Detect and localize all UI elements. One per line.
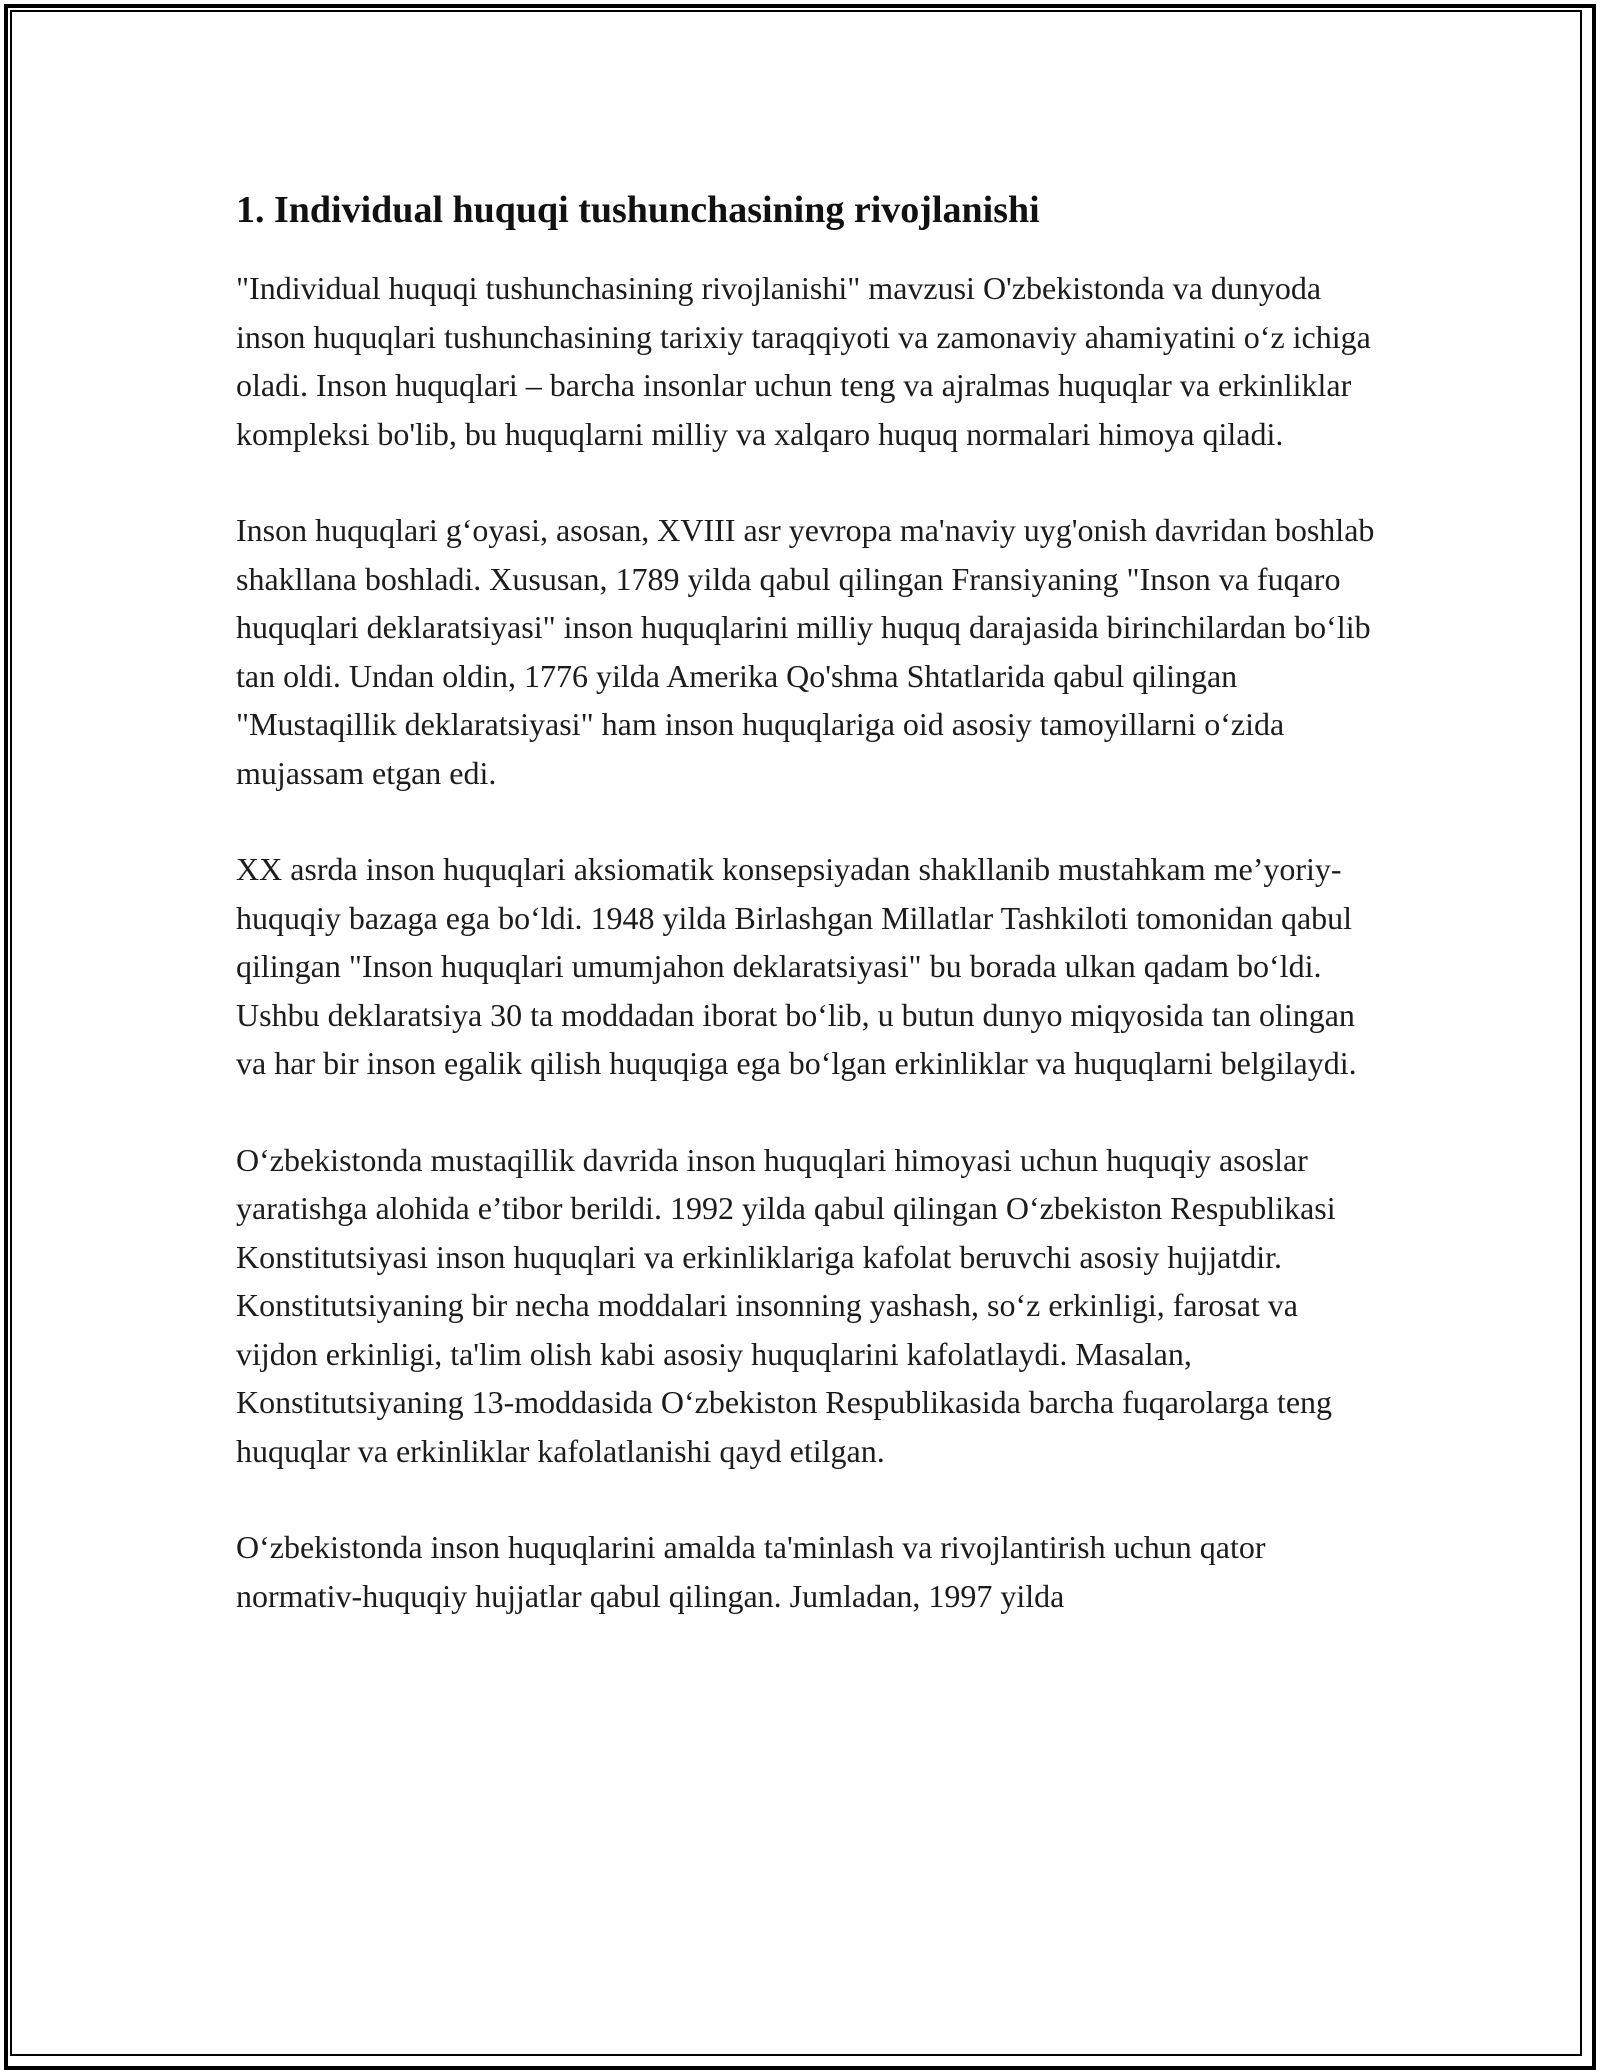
paragraph-uzbekistan-constitution: O‘zbekistonda mustaqillik davrida inson huquqlari himoyasi uchun huquqiy asoslar yaratishga alohida e’tibor berildi. 1992 yilda qabul qilingan O‘zbekiston Respublikasi Konstitutsiyasi inson huquqlari va erkinliklariga kafolat beruvchi asosiy hujjatdir. Konstitutsiyaning bir necha moddalari insonning yashash, so‘z erkinligi, farosat va vijdon erkinligi, ta'lim olish kabi asosiy huquqlarini kafolatlaydi. Masalan, Konstitutsiyaning 13-moddasida O‘zbekiston Respublikasida barcha fuqarolarga teng huquqlar va erkinliklar kafolatlanishi qayd etilgan. (236, 1141, 1336, 1469)
section-heading: 1. Individual huquqi tushunchasining rivojlanishi (236, 189, 1040, 231)
paragraph-20th-century: XX asrda inson huquqlari aksiomatik konsepsiyadan shakllanib mustahkam me’yoriy-huquqiy bazaga ega bo‘ldi. 1948 yilda Birlashgan Millatlar Tashkiloti tomonidan qabul qilingan "Inson huquqlari umumjahon deklaratsiyasi" bu borada ulkan qadam bo‘ldi. Ushbu deklaratsiya 30 ta moddadan iborat bo‘lib, u butun dunyo miqyosida tan olingan va har bir inson egalik qilish huquqiga ega bo‘lgan erkinliklar va huquqlarni belgilaydi. (236, 851, 1357, 1081)
paragraph-intro: "Individual huquqi tushunchasining rivojlanishi" mavzusi O'zbekistonda va dunyoda inson huquqlari tushunchasining tarixiy taraqqiyoti va zamonaviy ahamiyatini o‘z ichiga oladi. Inson huquqlari – barcha insonlar uchun teng va ajralmas huquqlar va erkinliklar kompleksi bo'lib, bu huquqlarni milliy va xalqaro huquq normalari himoya qiladi. (236, 270, 1371, 452)
document-page (236, 186, 1376, 1620)
paragraph-normative-acts: O‘zbekistonda inson huquqlarini amalda ta'minlash va rivojlantirish uchun qator normativ-huquqiy hujjatlar qabul qilingan. Jumladan, 1997 yilda (236, 1529, 1266, 1614)
paragraph-history: Inson huquqlari g‘oyasi, asosan, XVIII asr yevropa ma'naviy uyg'onish davridan boshlab shakllana boshladi. Xususan, 1789 yilda qabul qilingan Fransiyaning "Inson va fuqaro huquqlari deklaratsiyasi" inson huquqlarini milliy huquq darajasida birinchilardan bo‘lib tan oldi. Undan oldin, 1776 yilda Amerika Qo'shma Shtatlarida qabul qilingan "Mustaqillik deklaratsiyasi" ham inson huquqlariga oid asosiy tamoyillarni o‘zida mujassam etgan edi. (236, 512, 1375, 791)
